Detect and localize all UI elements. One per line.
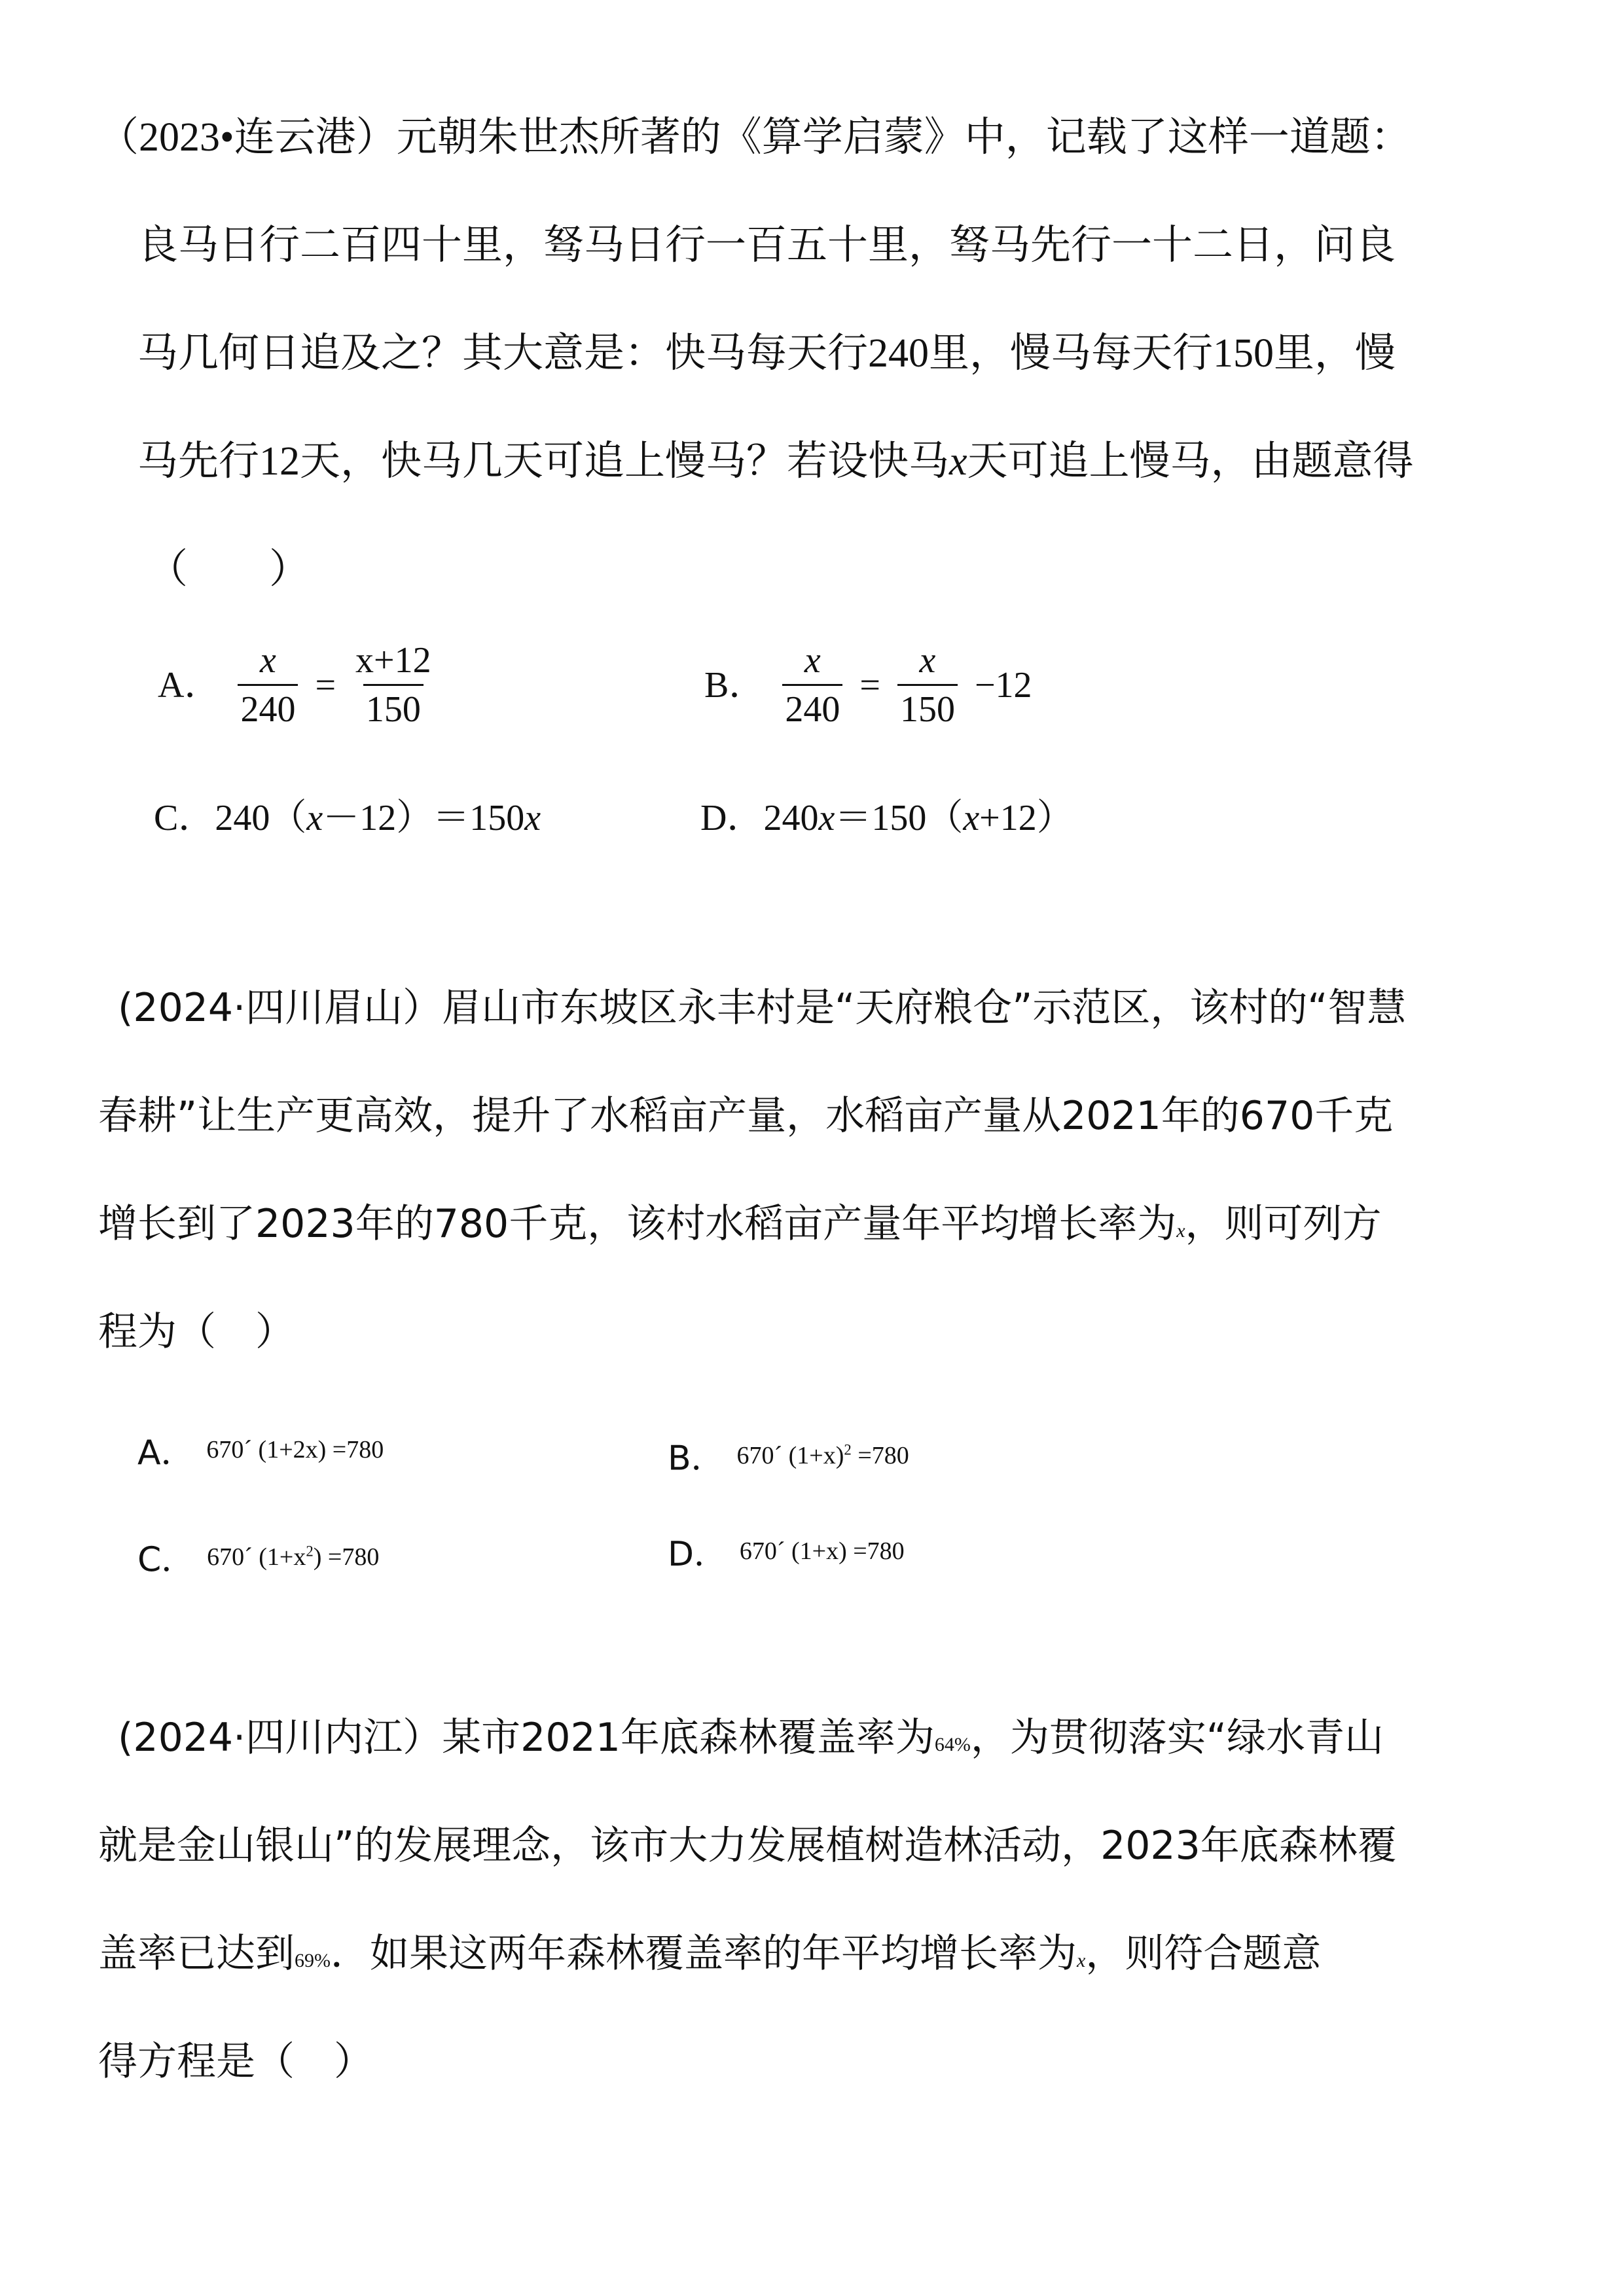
expr-part: 240（: [215, 798, 307, 838]
q2-option-b[interactable]: [668, 1424, 909, 1485]
numerator: x: [919, 640, 936, 681]
q1-option-b[interactable]: [700, 638, 1036, 732]
denominator: 240: [782, 684, 842, 732]
expr-part: =780: [851, 1441, 909, 1469]
option-expression: 670´ (1+2x) =780: [206, 1436, 384, 1463]
q3-line-3-mid: ．如果这两年森林覆盖率的年平均增长率为: [331, 1931, 1077, 1977]
numerator: x: [804, 640, 821, 681]
q2-line-3-end: ，则可列方: [1185, 1201, 1382, 1247]
numerator: x+12: [355, 640, 431, 681]
option-expression: [207, 1543, 379, 1571]
q2-option-a[interactable]: [137, 1424, 384, 1479]
option-label: B．: [704, 664, 766, 706]
q3-line-1-start: (2024·四川内江）某市2021年底森林覆盖率为: [118, 1715, 935, 1761]
numerator: x: [260, 640, 276, 681]
variable-x: x: [306, 798, 323, 838]
equals-sign: =: [859, 664, 880, 706]
minus-twelve: −12: [974, 664, 1032, 706]
fraction: [782, 638, 842, 732]
expr-part: ＝150（: [835, 798, 964, 838]
denominator: 240: [238, 684, 298, 732]
exponent: 2: [844, 1441, 852, 1458]
exponent: 2: [306, 1543, 314, 1559]
denominator: 150: [897, 684, 958, 732]
option-label: B．: [668, 1439, 725, 1479]
variable-x: x: [963, 798, 980, 838]
q2-line-4: 程为（ ）: [98, 1309, 295, 1355]
q2-option-c[interactable]: [137, 1525, 379, 1587]
q3-line-1-end: ，为贯彻落实“绿水青山: [970, 1715, 1384, 1761]
q3-variable-x: x: [1077, 1950, 1086, 1971]
q1-option-d[interactable]: [700, 792, 1074, 844]
variable-x: x: [524, 798, 541, 838]
denominator: 150: [363, 684, 424, 732]
q1-line-2: 良马日行二百四十里，驽马日行一百五十里，驽马先行一十二日，问良: [137, 223, 1396, 268]
q1-line-1: （2023•连云港）元朝朱世杰所著的《算学启蒙》中，记载了这样一道题：: [98, 115, 1411, 160]
option-expression: 670´ (1+x) =780: [739, 1537, 905, 1565]
option-label: A．: [137, 1433, 195, 1473]
q3-line-4: 得方程是（ ）: [98, 2039, 373, 2085]
q3-line-3-end: ，则符合题意: [1085, 1931, 1322, 1977]
fraction: [353, 638, 434, 732]
q3-coverage-2023: 69%: [295, 1950, 331, 1971]
q1-variable-x: x: [949, 439, 967, 484]
option-label: C．: [154, 798, 215, 838]
fraction: [897, 638, 958, 732]
q3-line-2: 就是金山银山”的发展理念，该市大力发展植树造林活动，2023年底森林覆: [98, 1823, 1397, 1869]
q1-line-4-end: 天可追上慢马，由题意得: [967, 439, 1414, 484]
fraction: [238, 638, 298, 732]
option-label: D．: [668, 1535, 729, 1574]
expr-part: －12）＝150: [323, 798, 525, 838]
q2-line-2: 春耕”让生产更高效，提升了水稻亩产量，水稻亩产量从2021年的670千克: [98, 1093, 1394, 1139]
q1-line-4-start: 马先行12天，快马几天可追上慢马？若设快马: [137, 439, 950, 484]
option-label: C．: [137, 1540, 196, 1580]
q2-option-d[interactable]: [668, 1525, 905, 1581]
variable-x: x: [818, 798, 835, 838]
expr-part: +12）: [979, 798, 1074, 838]
q3-line-3-start: 盖率已达到: [98, 1931, 295, 1977]
q3-line-1: [118, 1712, 1384, 1771]
q3-coverage-2021: 64%: [934, 1734, 971, 1755]
q1-option-a[interactable]: [154, 638, 438, 732]
expr-part: 670´ (1+x): [736, 1441, 844, 1469]
expr-part: ) =780: [313, 1543, 380, 1571]
q1-line-4: [137, 435, 1414, 488]
q2-line-3: [98, 1198, 1382, 1257]
q2-line-1: (2024·四川眉山）眉山市东坡区永丰村是“天府粮仓”示范区，该村的“智慧: [118, 985, 1407, 1031]
option-label: A．: [158, 664, 221, 706]
equals-sign: =: [315, 664, 336, 706]
expr-part: 670´ (1+x: [207, 1543, 306, 1571]
q1-option-c[interactable]: [154, 792, 541, 844]
q2-line-3-start: 增长到了2023年的780千克，该村水稻亩产量年平均增长率为: [98, 1201, 1177, 1247]
expr-part: 240: [763, 798, 819, 838]
option-expression: [737, 1442, 909, 1469]
q3-line-3: [98, 1928, 1321, 1987]
q1-line-3: 马几何日追及之？其大意是：快马每天行240里，慢马每天行150里，慢: [137, 331, 1396, 376]
option-label: D．: [700, 798, 764, 838]
q1-answer-blank: （ ）: [147, 547, 310, 592]
q2-variable-x: x: [1176, 1220, 1185, 1242]
